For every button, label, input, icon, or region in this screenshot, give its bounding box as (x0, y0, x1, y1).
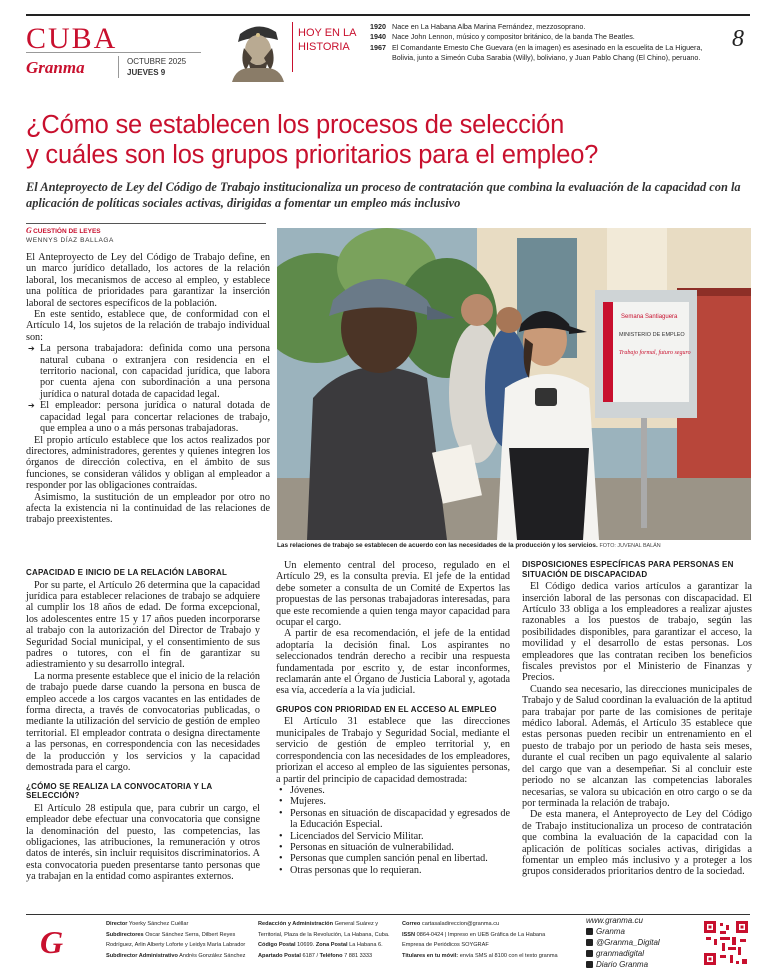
header-divider (26, 52, 201, 53)
poster-line-3: Trabajo formal, futuro seguro (619, 350, 691, 356)
paragraph: Un elemento central del proceso, regulado en el Artículo 29, es la consulta previa. El jefe de la entidad debe someter a consulta de un Comité de Expertos las propuestas de las personas trabajadoras interesadas, para que este recomiende a quien tenga mayor capacidad para ocupar el cargo. (276, 560, 510, 629)
article-photo (277, 228, 751, 540)
email-link[interactable]: cartasaladireccion@granma.cu (421, 921, 500, 927)
paragraph: De esta manera, el Anteproyecto de Ley del Código de Trabajo institucionaliza un proceso de contratación que combina la evaluación de la capacidad con la aplicación de políticas sociales activas, dirigidas a fomentar un empleo más inclusivo y a proteger a los grupos considerados prioritarios dentro de la sociedad. (522, 809, 752, 878)
issue-date (118, 56, 186, 78)
x-link[interactable]: @Granma_Digital (586, 937, 660, 948)
bullet-icon: • (279, 807, 283, 819)
article-column-1 (26, 560, 260, 883)
list-item: • Personas en situación de vulnerabilidad. (279, 841, 454, 853)
list-item: • Jóvenes. (279, 784, 325, 796)
bullet-icon: • (279, 864, 283, 876)
article-deck: El Anteproyecto de Ley del Código de Trabajo institucionaliza un proceso de contratación que combina la evaluación de la capacidad con la aplicación de políticas sociales activas, dirigidas a fomentar un empleo más inclusivo (26, 180, 741, 210)
kicker-mark: G (26, 226, 32, 235)
arrow-icon: ➔ (28, 401, 35, 411)
bullet-icon: • (279, 784, 283, 796)
bullet-icon: • (279, 841, 283, 853)
bullet-icon: • (279, 796, 283, 808)
header-rule (26, 14, 750, 16)
article-column-2 (276, 560, 510, 876)
paragraph: Cuando sea necesario, las direcciones municipales de Trabajo y de Salud coordinan la evaluación de la aptitud para trabajar por parte de las comisiones de peritaje médico laboral. Además, el Artículo 35 establece que estas personas pueden recibir un entrenamiento en el puesto de trabajo por un periodo de hasta seis meses, durante el cual reciben un pago equivalente al salario del cargo que van a desempeñar. Si al concluir este periodo no se alcanzan las competencias laborales necesarias, se valora su ubicación en otro cargo o se da por terminada la relación de trabajo. (522, 683, 752, 809)
paragraph: La norma presente establece que el inicio de la relación de trabajo puede darse cuando la persona en busca de empleo accede a los cargos vacantes en las entidades de forma directa, a través de convocatorias publicadas, o mediante la utilización del servicio de gestión de empleo territorial. El empleador contrata o designa directamente a las personas, en correspondencia con las necesidades de la producción y los servicios y la capacidad demostrada para el cargo. (26, 670, 260, 774)
instagram-link[interactable]: granmadigital (586, 948, 660, 959)
list-item: ➔ El empleador: persona jurídica o natural dotada de capacidad legal para concertar relaciones de trabajo, que emplea a uno o a más personas trabajadoras. (28, 400, 270, 435)
article-kicker (26, 223, 266, 244)
arrow-icon: ➔ (28, 344, 35, 354)
footer-contact: Correo cartasaladireccion@granma.cu ISSN 0864-0424 | Impreso en UEB Gráfica de La Habana Empresa de Periódicos SOYGRAF Titulares en tu móvil: envía SMS al 8100 con el texto granma (402, 921, 558, 959)
facebook-link[interactable]: Granma (586, 926, 660, 937)
poster-line-2: MINISTERIO DE EMPLEO (619, 332, 685, 338)
svg-text:G: G (40, 925, 64, 957)
photo-credit: FOTO: JUVENAL BALÁN (599, 543, 661, 549)
article-column-3 (522, 560, 752, 878)
qr-code-icon[interactable] (702, 919, 750, 967)
history-event: 1920 Nace en La Habana Alba Marina Fernández, mezzosoprano. (370, 22, 586, 31)
paragraph: En este sentido, establece que, de conformidad con el Artículo 14, los sujetos de la relación de trabajo individual son: (26, 309, 270, 343)
paragraph: Asimismo, la sustitución de un empleador por otro no afecta la existencia ni la continuidad de las relaciones de trabajo preexistentes. (26, 491, 270, 526)
list-item: • Otras personas que lo requieran. (279, 864, 422, 876)
footer-address: Redacción y Administración General Suárez y Territorial, Plaza de la Revolución, La Habana, Cuba. Código Postal 10699. Zona Postal La Habana 6. Apartado Postal 6187 / Teléfono 7 881 3333 (258, 921, 390, 959)
issue-month-year: OCTUBRE 2025 (127, 57, 187, 66)
issue-weekday: JUEVES 9 (127, 68, 166, 77)
instagram-icon (586, 950, 593, 957)
history-events (370, 22, 708, 64)
history-event: 1940 Nace John Lennon, músico y compositor británico, de la banda The Beatles. (370, 32, 635, 42)
history-rule (292, 22, 293, 72)
kicker-label: CUESTIÓN DE LEYES (33, 228, 101, 235)
che-guevara-portrait-image (226, 18, 290, 82)
list-item: • Personas en situación de discapacidad y egresados de la Educación Especial. (279, 807, 510, 831)
x-icon (586, 939, 593, 946)
article-column-top (26, 252, 270, 526)
telegram-link[interactable]: Diario Granma (586, 959, 660, 970)
bullet-icon: • (279, 830, 283, 842)
paragraph: El Anteproyecto de Ley del Código de Trabajo define, en un marco jurídico detallado, los actores de la relación laboral, los mecanismos de acceso al empleo, y establece una política de prioridades para garantizar la inserción laboral de sectores específicos de la población. (26, 252, 270, 309)
list-item: • Licenciados del Servicio Militar. (279, 830, 424, 842)
subheading: DISPOSICIONES ESPECÍFICAS PARA PERSONAS EN SITUACIÓN DE DISCAPACIDAD (522, 560, 734, 579)
paragraph: El Artículo 31 establece que las direcciones municipales de Trabajo y Seguridad Social, mediante el servicio de gestión de empleo territorial y, en correspondencia con las necesidades de los empleadores, priorizan el acceso al empleo de las siguientes personas, a partir del principio de capacidad demostrada: (276, 716, 510, 785)
page-footer (26, 914, 750, 969)
subheading: GRUPOS CON PRIORIDAD EN EL ACCESO AL EMPLEO (276, 704, 497, 714)
telegram-icon (586, 961, 593, 968)
section-name: CUBA (26, 22, 118, 55)
brand-logo: Granma (26, 58, 85, 77)
page-number: 8 (732, 26, 744, 52)
paragraph: El propio artículo establece que los actos realizados por directores, administradores, gerentes y quienes integren los órganos de dirección colectiva, en el ámbito de sus funciones, se consideran válidos y obligan al empleador a responder por las obligaciones contraídas. (26, 434, 270, 492)
facebook-icon (586, 928, 593, 935)
website-link[interactable]: www.granma.cu (586, 916, 643, 925)
byline: WENNYS DÍAZ BALLAGA (26, 237, 114, 244)
subheading: CAPACIDAD E INICIO DE LA RELACIÓN LABORAL (26, 568, 228, 577)
list-item: ➔ La persona trabajadora: definida como una persona natural cubana o extranjera con residencia en el territorio nacional, con capacidad jurídica, que labora por cuenta ajena con subordinación a una persona jurídica o natural dotada de capacidad legal. (28, 343, 270, 400)
history-label: HOY EN LA HISTORIA (298, 27, 357, 53)
footer-social (586, 915, 660, 970)
paragraph: Por su parte, el Artículo 26 determina que la capacidad jurídica para establecer relaciones de trabajo se adquiere al cumplir los 18 años de edad. De forma excepcional, los adolescentes entre 15 y 17 años pueden incorporarse al trabajo con la autorización del Director de Trabajo y Seguridad Social municipal, y el consentimiento de sus padres o tutores, con el fin de garantizar su adiestramiento y su desarrollo integral. (26, 579, 260, 671)
list-item: • Personas que cumplen sanción penal en libertad. (279, 853, 488, 865)
list-item: • Mujeres. (279, 796, 326, 808)
granma-logo-icon (36, 925, 68, 957)
photo-caption: Las relaciones de trabajo se establecen de acuerdo con las necesidades de la producción y los servicios. FOTO: JUVENAL BALÁN (277, 542, 661, 549)
subjects-list (26, 343, 270, 434)
bullet-icon: • (279, 853, 283, 865)
paragraph: El Código dedica varios artículos a garantizar la inserción laboral de las personas con discapacidad. El Artículo 33 obliga a los empleadores a realizar ajustes razonables a los puestos de trabajo, según las posibilidades disponibles, para garantizar el acceso, la movilidad y el desarrollo de estas personas. Los empleadores que las contratan reciben los beneficios fiscales previstos por el Ministerio de Finanzas y Precios. (522, 581, 752, 684)
history-event: 1967 El Comandante Ernesto Che Guevara (en la imagen) es asesinado en la escuelita de La Higuera, Bolivia, junto a Simeón Cuba Sarabia (Willy), boliviano, y Juan Pablo Chang (El Chino), peruano. (370, 42, 703, 63)
paragraph: El Artículo 28 estipula que, para cubrir un cargo, el empleador debe efectuar una convocatoria que consigne la denominación del puesto, las competencias, las obligaciones, las atribuciones, la remuneración y otros datos de interés, sin incluir requisitos discriminatorios. A esta convocatoria pueden presentarse tanto personas que ya trabajan en la entidad como aspirantes externos. (26, 802, 260, 883)
footer-staff: Director Yoerky Sánchez Cuéllar Subdirectores Oscar Sánchez Serra, Dilbert Reyes Rodríguez, Arlin Alberty Loforte y Leidys María Labrador Subdirector Administrativo Andrés González Sánchez (106, 921, 246, 959)
subheading: ¿CÓMO SE REALIZA LA CONVOCATORIA Y LA SELECCIÓN? (26, 781, 213, 801)
paragraph: A partir de esa recomendación, el jefe de la entidad adoptaría la decisión final. Los aspirantes no seleccionados tendrán derecho a recibir una respuesta fundamentada por escrito y, de estar inconformes, reclamarán ante el Órgano de Justicia Laboral y, agotada esa vía, accedería a la vía judicial. (276, 628, 510, 697)
article-headline: ¿Cómo se establecen los procesos de selección y cuáles son los grupos prioritarios para el empleo? (26, 111, 599, 169)
page-header (26, 14, 750, 84)
poster-line-1: Semana Santiaguera (621, 314, 678, 320)
priority-groups-list (276, 785, 510, 876)
